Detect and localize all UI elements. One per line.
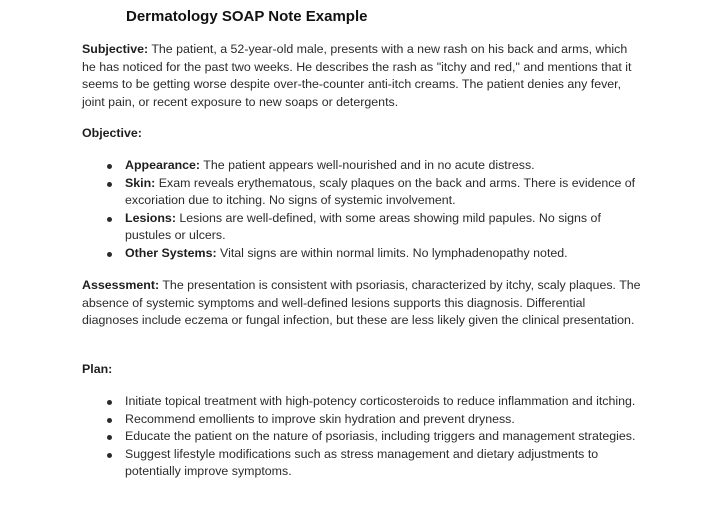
plan-item-text: Recommend emollients to improve skin hydration and prevent dryness.: [125, 411, 515, 426]
objective-item-text: Vital signs are within normal limits. No lymphadenopathy noted.: [216, 245, 568, 260]
plan-item: [82, 446, 642, 481]
objective-item-text: Exam reveals erythematous, scaly plaques on the back and arms. There is evidence of excoriation due to itching. No signs of systemic involvement.: [125, 175, 636, 207]
bullet-icon: [107, 435, 112, 440]
objective-item-text: The patient appears well-nourished and in no acute distress.: [200, 158, 535, 172]
objective-item-other-systems: [82, 245, 642, 263]
assessment-paragraph: [82, 277, 642, 330]
objective-item-appearance: [82, 157, 642, 175]
plan-heading: Plan:: [82, 362, 113, 376]
objective-item-lesions: [82, 210, 642, 245]
subjective-paragraph: [82, 41, 642, 111]
bullet-icon: [107, 164, 112, 169]
bullet-icon: [107, 418, 112, 423]
bullet-icon: [107, 182, 112, 187]
bullet-icon: [107, 252, 112, 257]
page-title: Dermatology SOAP Note Example: [126, 8, 368, 25]
objective-item-skin: [82, 175, 642, 210]
subjective-text: The patient, a 52-year-old male, presents with a new rash on his back and arms, which he has noticed for the past two weeks. He describes the rash as "itchy and red," and mentions that it seems to be getting worse despite over-the-counter anti-itch creams. The patient denies any fever, joint pain, or recent exposure to new soaps or detergents.: [82, 42, 632, 109]
bullet-icon: [107, 400, 112, 405]
plan-item: [82, 393, 642, 411]
bullet-icon: [107, 453, 112, 458]
plan-item: [82, 411, 642, 429]
objective-item-label: Other Systems:: [125, 245, 217, 260]
plan-item-text: Educate the patient on the nature of psoriasis, including triggers and management strategies.: [125, 429, 636, 443]
assessment-label: Assessment:: [82, 278, 160, 292]
objective-item-text: Lesions are well-defined, with some areas showing mild papules. No signs of pustules or ulcers.: [125, 210, 601, 242]
objective-item-label: Appearance:: [125, 158, 201, 172]
objective-item-label: Skin:: [125, 175, 156, 190]
subjective-label: Subjective:: [82, 42, 149, 56]
objective-list: [82, 157, 642, 262]
plan-item-text: Initiate topical treatment with high-potency corticosteroids to reduce inflammation and itching.: [125, 394, 636, 408]
plan-list: [82, 393, 642, 481]
objective-heading: Objective:: [82, 126, 142, 140]
objective-item-label: Lesions:: [125, 210, 176, 225]
plan-item-text: Suggest lifestyle modifications such as stress management and dietary adjustments to potentially improve symptoms.: [125, 446, 599, 478]
assessment-text: The presentation is consistent with psoriasis, characterized by itchy, scaly plaques. The absence of systemic symptoms and well-defined lesions supports this diagnosis. Differential diagnoses include eczema or fungal infection, but these are less likely given the clinical presentation.: [82, 278, 641, 327]
subjective-section: [82, 41, 642, 111]
bullet-icon: [107, 217, 112, 222]
plan-item: [82, 428, 642, 446]
assessment-section: [82, 277, 642, 330]
